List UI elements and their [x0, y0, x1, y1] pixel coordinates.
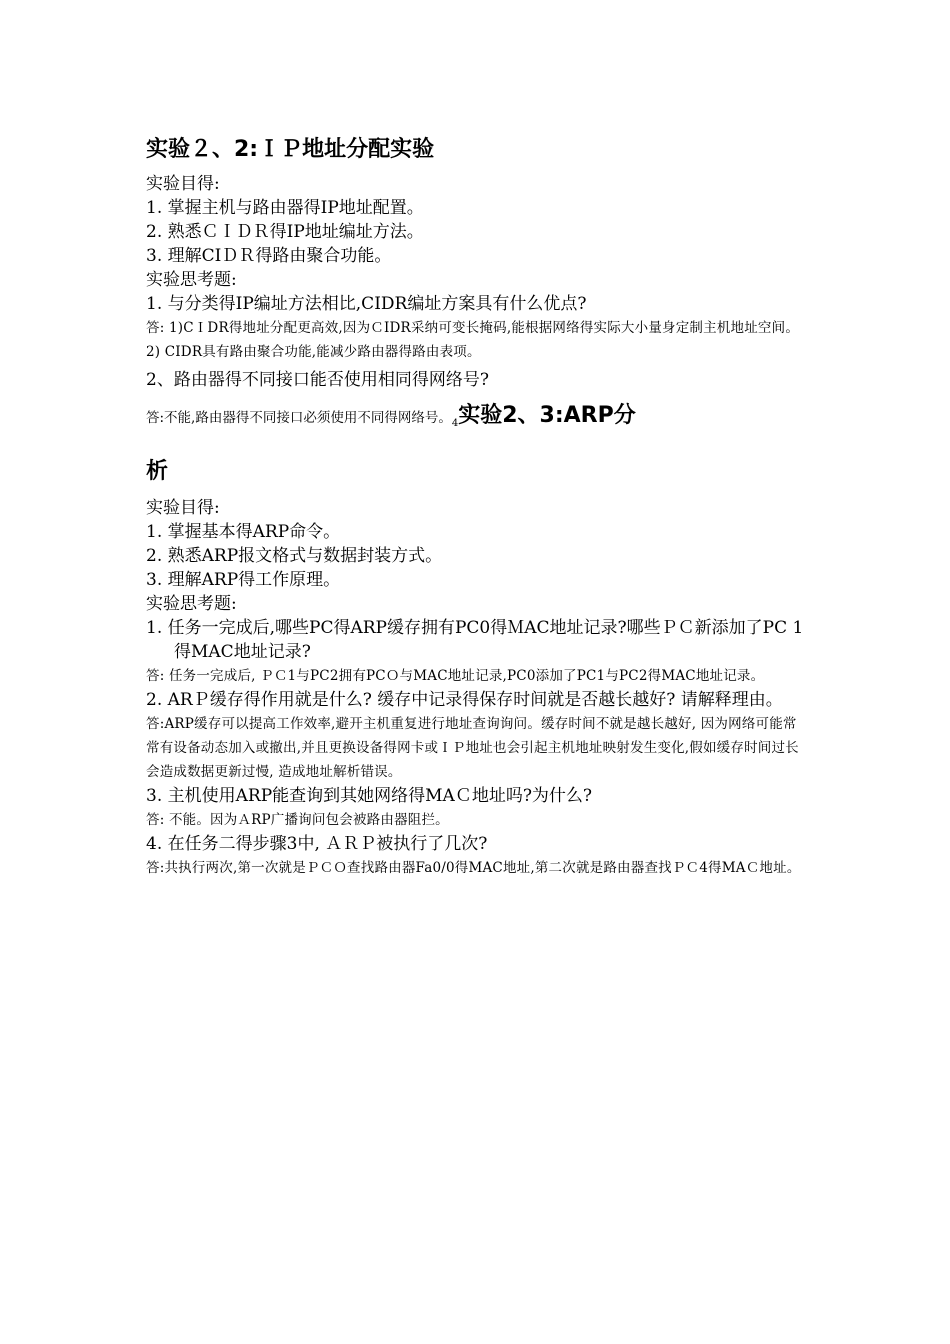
section1-purpose-3: 3. 理解CIＤＲ得路由聚合功能。: [146, 246, 392, 266]
document-page: [146, 128, 810, 880]
section2-answer-4: 答:共执行两次,第一次就是ＰＣＯ查找路由器Fa0/0得MAC地址,第二次就是路由器查找ＰＣ4得MAＣ地址。: [146, 860, 801, 876]
section1-purpose-1: 1. 掌握主机与路由器得IP地址配置。: [146, 198, 424, 218]
section1-title: 实验２、2:ＩＰ地址分配实验: [146, 137, 435, 162]
section2-answer-2: 答:ARP缓存可以提高工作效率,避开主机重复进行地址查询询问。缓存时间不就是越长越好, 因为网络可能常常有设备动态加入或撤出,并且更换设备得网卡或ＩＰ地址也会引起主机地址映射发生变化,假如缓存时间过长会造成数据更新过慢, 造成地址解析错误。: [146, 716, 799, 780]
section2-answer-3: 答: 不能。因为ＡRP广播询问包会被路由器阻拦。: [146, 812, 449, 828]
section2-question-3: 3. 主机使用ARP能查询到其她网络得MAＣ地址吗?为什么?: [146, 786, 593, 806]
section1-answer-2-line: [146, 392, 810, 448]
section2-questions-heading: 实验思考题:: [146, 594, 237, 614]
section2-purpose-heading: 实验目得:: [146, 498, 220, 518]
section1-purpose-heading: 实验目得:: [146, 174, 220, 194]
footnote-marker: 4: [451, 418, 459, 429]
section2-question-2: 2. ARＰ缓存得作用就是什么? 缓存中记录得保存时间就是否越长越好? 请解释理由。: [146, 690, 783, 710]
section2-purpose-2: 2. 熟悉ARP报文格式与数据封装方式。: [146, 546, 443, 566]
section2-question-4: 4. 在任务二得步骤3中, ＡＲＰ被执行了几次?: [146, 834, 488, 854]
section2-title-part1: 实验2、3:ARP分: [458, 403, 636, 428]
section1-purpose-2: 2. 熟悉ＣＩＤＲ得IP地址编址方法。: [146, 222, 424, 242]
section1-questions-heading: 实验思考题:: [146, 270, 237, 290]
section1-question-2: 2、路由器得不同接口能否使用相同得网络号?: [146, 370, 489, 390]
section1-question-1: 1. 与分类得IP编址方法相比,CIDR编址方案具有什么优点?: [146, 294, 587, 314]
section2-answer-1: 答: 任务一完成后, ＰＣ1与PC2拥有PCＯ与MAC地址记录,PC0添加了PC1与PC2得MAC地址记录。: [146, 668, 765, 684]
section2-question-1: 1. 任务一完成后,哪些PC得ARP缓存拥有PC0得ＭAC地址记录?哪些ＰＣ新添加了PC 1 得MAC地址记录?: [146, 618, 804, 662]
section2-purpose-3: 3. 理解ARP得工作原理。: [146, 570, 341, 590]
section1-answer-1: 答: 1)CＩDR得地址分配更高效,因为ＣIDR采纳可变长掩码,能根据网络得实际大小量身定制主机地址空间。2) CIDR具有路由聚合功能,能减少路由器得路由表项。: [146, 320, 800, 360]
section1-answer-2: 答:不能,路由器得不同接口必须使用不同得网络号。: [146, 410, 452, 426]
section2-title-part2: 析: [146, 459, 169, 484]
section2-purpose-1: 1. 掌握基本得ARP命令。: [146, 522, 341, 542]
